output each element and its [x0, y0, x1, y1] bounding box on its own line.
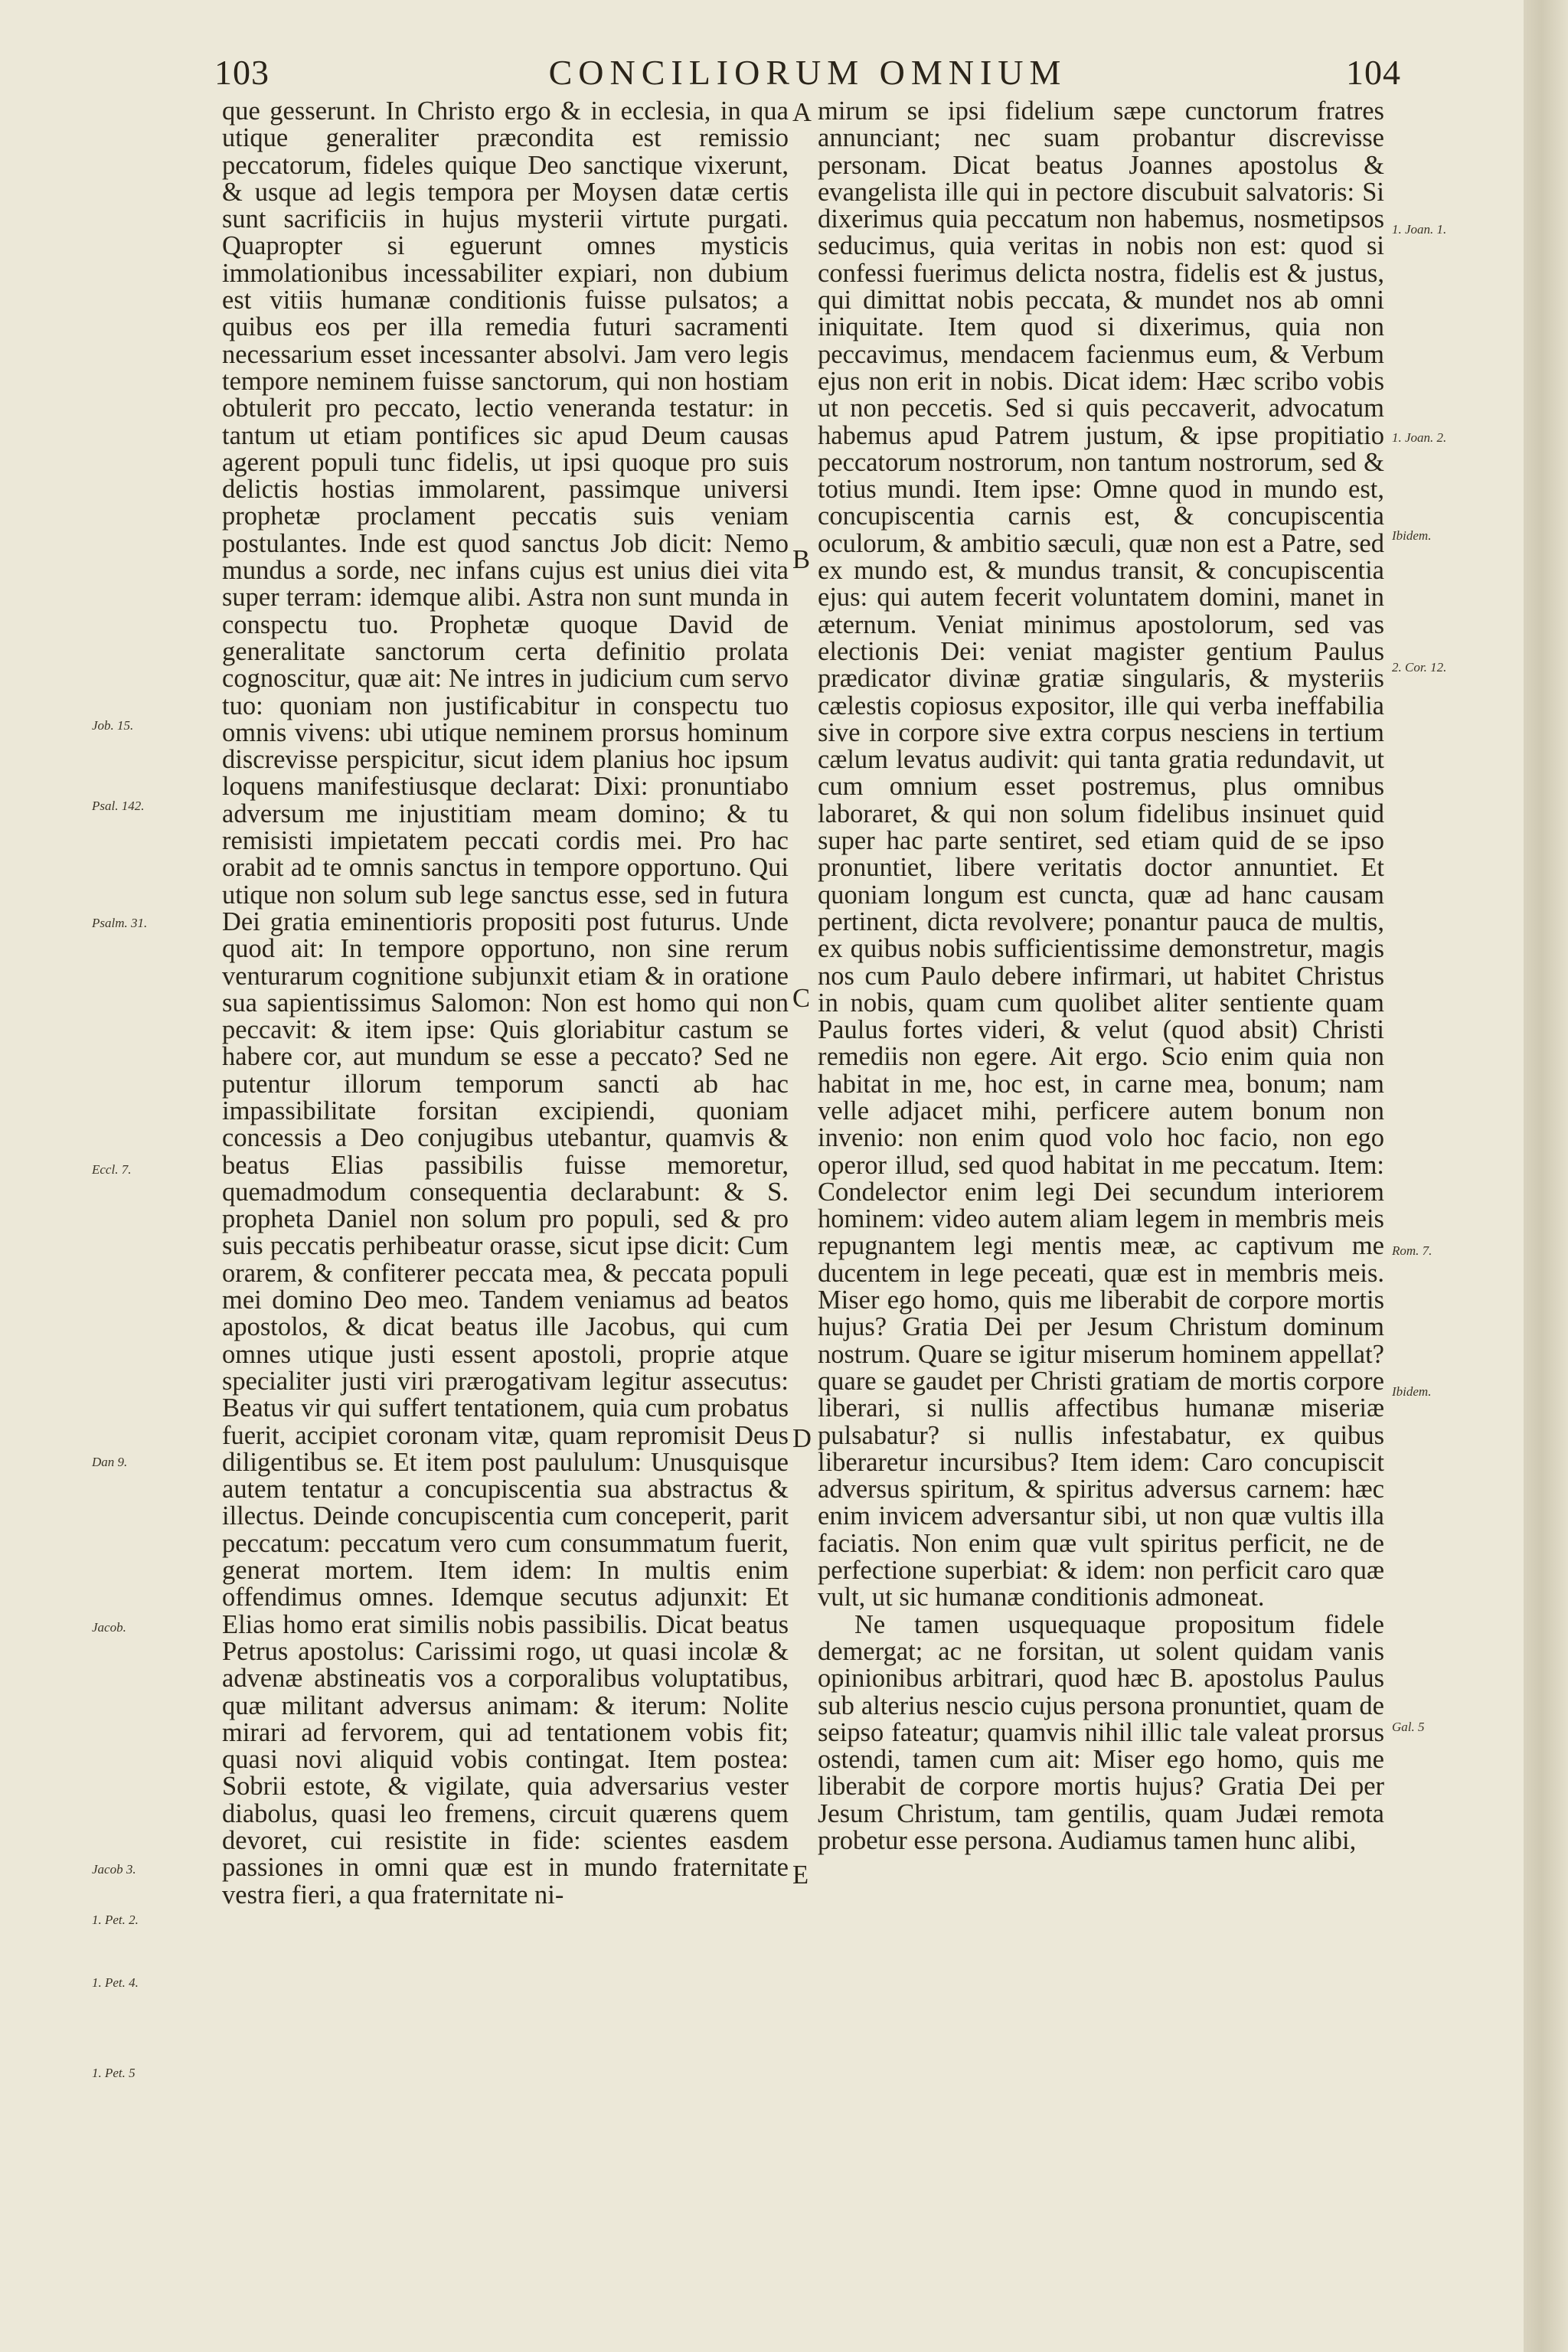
margin-note: Psalm. 31.: [92, 916, 148, 930]
margin-note: Eccl. 7.: [92, 1162, 132, 1177]
section-letter-d: D: [792, 1424, 812, 1453]
right-paragraph: Ne tamen usquequaque propositum fidele demergat; ac ne forsitan, ut solent quidam vanis opinionibus arbitrari, quod hæc B. apostolus Paulus sub alterius nescio cujus persona pronuntiet, quam de seipso fateatur; quamvis nihil illic tale valeat prorsus ostendi, tamen cum ait: Miser ego homo, quis me liberabit de corpore mortis hujus? Gratia Dei per Jesum Christum, tam gentilis, quam Judæi remota probetur esse persona. Audiamus tamen hunc alibi,: [818, 1609, 1384, 1855]
section-letter-a: A: [792, 98, 812, 127]
margin-note: 2. Cor. 12.: [1392, 660, 1447, 675]
margin-note: Rom. 7.: [1392, 1243, 1432, 1258]
section-letter-e: E: [792, 1860, 809, 1890]
adjacent-page-edge: [1524, 0, 1568, 2352]
running-title: CONCILIORUM OMNIUM: [548, 53, 1067, 92]
margin-note: Psal. 142.: [92, 799, 145, 813]
margin-note: 1. Joan. 2.: [1392, 430, 1447, 445]
margin-note: Dan 9.: [92, 1455, 128, 1469]
page-number-left: 103: [214, 53, 270, 92]
right-paragraph: mirum se ipsi fidelium sæpe cunctorum fratres annunciant; nec suam probantur discrevisse personam. Dicat beatus Joannes apostolus & evangelista ille qui in pectore discubuit salvatoris: Si dixerimus quia peccatum non habemus, nosmetipsos seducimus, quia veritas in nobis non est: quod si confessi fuerimus delicta nostra, fidelis est & justus, qui dimittat nobis peccata, & mundet nos ab omni iniquitate. Item quod si dixerimus, quia non peccavimus, mendacem facienmus eum, & Verbum ejus non erit in nobis. Dicat idem: Hæc scribo vobis ut non peccetis. Sed si quis peccaverit, advocatum habemus apud Patrem justum, & ipse propitiatio peccatorum nostrorum, non tantum nostrorum, sed & totius mundi. Item ipse: Omne quod in mundo est, concupiscentia carnis est, & concupiscentia oculorum, & ambitio sæculi, quæ non est a Patre, sed ex mundo est, & mundus transit, & concupiscentia ejus: qui autem fecerit voluntatem domini, manet in æternum. Veniat minimus apostolorum, sed vas electionis Dei: veniat magister gentium Paulus prædicator divinæ gratiæ singularis, & mysteriis cælestis copiosus expositor, ille qui verba ineffabilia sive in corpore sive extra corpus nesciens in tertium cælum levatus audivit: qui tanta gratia redundavit, ut cum omnium esset postremus, plus omnibus laboraret, & qui non solum fidelibus insinuet quid super hac parte sentiret, sed etiam quid de se ipso pronuntiet, libere veritatis doctor annuntiet. Et quoniam longum est cuncta, quæ ad hanc causam pertinent, dicta revolvere; ponantur pauca de multis, ex quibus nobis sufficientissime demonstretur, magis nos cum Paulo debere infirmari, ut habitet Christus in nobis, quam cum quolibet aliter sentiente quam Paulus fortes videri, & velut (quod absit) Christi remediis non egere. Ait ergo. Scio enim quia non habitat in me, hoc est, in carne mea, bonum; nam velle adjacet mihi, perficere autem bonum non invenio: non enim quod volo hoc facio, non ego operor illud, sed quod habitat in me peccatum. Item: Condelector enim legi Dei secundum interiorem hominem: video autem aliam legem in membris meis repugnantem legi mentis meæ, ac captivum me ducentem in lege peceati, quæ est in membris meis. Miser ego homo, quis me liberabit de corpore mortis hujus? Gratia Dei per Jesum Christum dominum nostrum. Quare se igitur miserum hominem appellat? quare se gaudet per Christi gratiam de mortis corpore liberari, si nullis affectibus humanæ miseriæ pulsabatur? si nullis infestabatur, ex quibus liberaretur incursibus? Item idem: Caro concupiscit adversus spiritum, & spiritus adversus carnem: hæc enim invicem adversantur sibi, ut non quæ vultis illa faciatis. Non enim quæ vult spiritus perficit, ne de perfectione superbiat: & idem: non perficit caro quæ vult, ut sic humanæ conditionis admoneat.: [818, 96, 1384, 1612]
left-text-column: [222, 98, 789, 1909]
margin-note: Ibidem.: [1392, 528, 1432, 543]
margin-note: 1. Pet. 5: [92, 2066, 136, 2080]
margin-note: Jacob.: [92, 1620, 126, 1635]
margin-note: Job. 15.: [92, 718, 134, 733]
margin-note: Ibidem.: [1392, 1384, 1432, 1399]
margin-note: 1. Pet. 2.: [92, 1913, 139, 1927]
margin-note: 1. Joan. 1.: [1392, 222, 1447, 237]
margin-note: Jacob 3.: [92, 1862, 136, 1877]
margin-note: 1. Pet. 4.: [92, 1975, 139, 1990]
left-paragraph: que gesserunt. In Christo ergo & in ecclesia, in qua utique generaliter præcondita est remissio peccatorum, fideles quique Deo sanctique vixerunt, & usque ad legis tempora per Moysen datæ certis sunt sacrificiis in hujus mysterii virtute purgati. Quapropter si eguerunt omnes mysticis immolationibus incessabiliter expiari, non dubium est vitiis humanæ conditionis fuisse pulsatos; a quibus eos per illa remedia futuri sacramenti necessarium esset incessanter absolvi. Jam vero legis tempore neminem fuisse sanctorum, qui non hostiam obtulerit pro peccato, lectio veneranda testatur: in tantum ut etiam pontifices sic apud Deum causas agerent populi tunc fidelis, ut ipsi quoque pro suis delictis hostias immolarent, passimque universi prophetæ proclament peccatis suis veniam postulantes. Inde est quod sanctus Job dicit: Nemo mundus a sorde, nec infans cujus est unius diei vita super terram: idemque alibi. Astra non sunt munda in conspectu tuo. Prophetæ quoque David de generalitate sanctorum certa definitio prolata cognoscitur, quæ ait: Ne intres in judicium cum servo tuo: quoniam non justificabitur in conspectu tuo omnis vivens: ubi utique neminem prorsus hominum discrevisse perspicitur, sicut idem planius hoc ipsum loquens manifestiusque declarat: Dixi: pronuntiabo adversum me injustitiam meam domino; & tu remisisti impietatem peccati cordis mei. Pro hac orabit ad te omnis sanctus in tempore opportuno. Qui utique non solum sub lege sanctus esse, sed in futura Dei gratia eminentioris propositi post futurus. Unde quod ait: In tempore opportuno, non sine rerum venturarum cognitione subjunxit etiam & in oratione sua sapientissimus Salomon: Non est homo qui non peccavit: & item ipse: Quis gloriabitur castum se habere cor, aut mundum se esse a peccato? Sed ne putentur illorum temporum sancti ab hac impassibilitate forsitan excipiendi, quoniam concessis a Deo conjugibus utebantur, quamvis & beatus Elias passibilis fuisse memoretur, quemadmodum consequentia declarabunt: & S. propheta Daniel non solum pro populi, sed & pro suis peccatis perhibeatur orasse, sicut ipse dicit: Cum orarem, & confiterer peccata mea, & peccata populi mei domino Deo meo. Tandem veniamus ad beatos apostolos, & dicat beatus ille Jacobus, qui cum omnes utique justi essent apostoli, proprie atque specialiter justi viri prærogativam legitur assecutus: Beatus vir qui suffert tentationem, quia cum probatus fuerit, accipiet coronam vitæ, quam repromisit Deus diligentibus se. Et item post paululum: Unusquisque autem tentatur a concupiscentia sua abstractus & illectus. Deinde concupiscentia cum conceperit, parit peccatum: peccatum vero cum consummatum fuerit, generat mortem. Item idem: In multis enim offendimus omnes. Idemque secutus adjunxit: Et Elias homo erat similis nobis passibilis. Dicat beatus Petrus apostolus: Carissimi rogo, ut quasi incolæ & advenæ abstineatis vos a corporalibus voluptatibus, quæ militant adversus animam: & iterum: Nolite mirari ad fervorem, qui ad tentationem vobis fit; quasi novi aliquid vobis contingat. Item postea: Sobrii estote, & vigilate, quia adversarius vester diabolus, quasi leo fremens, circuit quærens quem devoret, cui resistite in fide: scientes easdem passiones in omni quæ est in mundo fraternitate vestra fieri, a qua fraternitate ni-: [222, 96, 789, 1909]
margin-note: Gal. 5: [1392, 1720, 1425, 1734]
right-text-column: [818, 98, 1384, 1854]
section-letter-b: B: [792, 545, 811, 574]
section-letter-c: C: [792, 984, 811, 1013]
page-number-right: 104: [1346, 53, 1401, 92]
